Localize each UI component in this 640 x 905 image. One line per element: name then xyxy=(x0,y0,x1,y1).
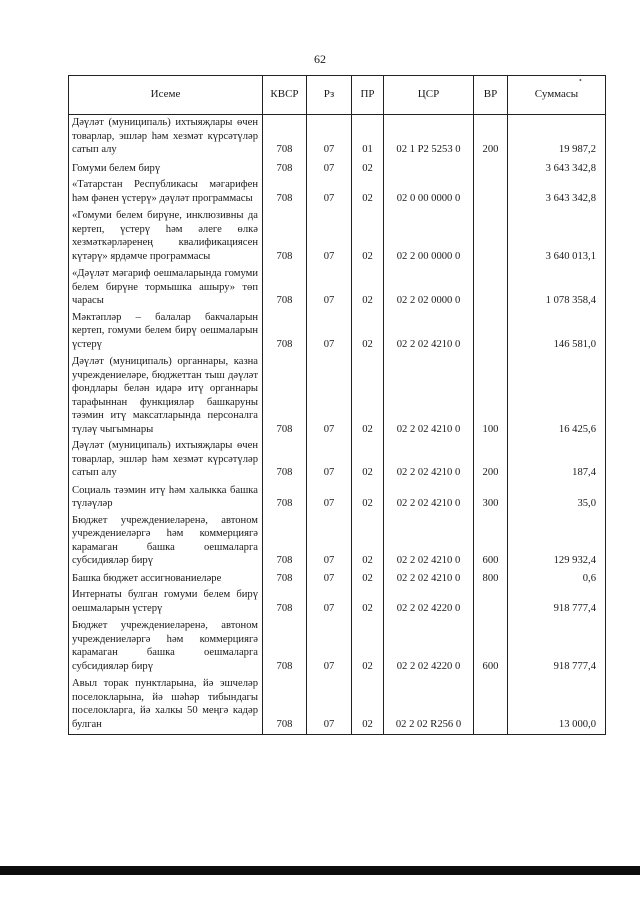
header-rz: Рз xyxy=(307,76,352,115)
table-row xyxy=(69,177,606,208)
cell-sum: 35,0 xyxy=(508,483,606,513)
cell-csr: 02 0 00 0000 0 xyxy=(384,177,474,208)
cell-sum: 1 078 358,4 xyxy=(508,266,606,310)
table-body xyxy=(69,115,606,735)
cell-rz: 07 xyxy=(307,177,352,208)
header-csr: ЦСР xyxy=(384,76,474,115)
cell-pr: 01 xyxy=(352,115,384,161)
cell-pr: 02 xyxy=(352,354,384,438)
cell-vr xyxy=(474,310,508,355)
cell-sum: 918 777,4 xyxy=(508,618,606,676)
header-kvsr: КВСР xyxy=(263,76,307,115)
budget-table xyxy=(68,75,606,735)
table-row xyxy=(69,618,606,676)
cell-pr: 02 xyxy=(352,177,384,208)
cell-vr: 600 xyxy=(474,513,508,571)
cell-vr xyxy=(474,177,508,208)
cell-sum: 19 987,2 xyxy=(508,115,606,161)
cell-sum: 0,6 xyxy=(508,571,606,588)
cell-sum: 16 425,6 xyxy=(508,354,606,438)
cell-kvsr: 708 xyxy=(263,310,307,355)
cell-csr xyxy=(384,161,474,178)
page-number: 62 xyxy=(314,52,326,66)
cell-pr: 02 xyxy=(352,310,384,355)
header-pr: ПР xyxy=(352,76,384,115)
cell-vr: 200 xyxy=(474,438,508,483)
table-row xyxy=(69,208,606,266)
table-row xyxy=(69,676,606,735)
cell-kvsr: 708 xyxy=(263,587,307,618)
cell-vr: 200 xyxy=(474,115,508,161)
cell-sum: 918 777,4 xyxy=(508,587,606,618)
header-sum: Суммасы xyxy=(508,76,606,115)
table-row xyxy=(69,310,606,355)
cell-pr: 02 xyxy=(352,266,384,310)
cell-name: Бюджет учреждениеләренә, автоном учреждениеләргә һәм коммерциягә карамаган башка оешмаларга субсидияләр бирү xyxy=(69,618,263,676)
cell-kvsr: 708 xyxy=(263,354,307,438)
cell-vr: 100 xyxy=(474,354,508,438)
table-row xyxy=(69,513,606,571)
cell-csr: 02 1 Р2 5253 0 xyxy=(384,115,474,161)
cell-csr: 02 2 02 R256 0 xyxy=(384,676,474,735)
cell-name: Дәүләт (муниципаль) ихтыяҗлары өчен товарлар, эшләр һәм хезмәт күрсәтүләр сатып алу xyxy=(69,438,263,483)
cell-csr: 02 2 02 4210 0 xyxy=(384,310,474,355)
cell-csr: 02 2 02 4210 0 xyxy=(384,354,474,438)
cell-rz: 07 xyxy=(307,161,352,178)
cell-vr xyxy=(474,676,508,735)
cell-sum: 146 581,0 xyxy=(508,310,606,355)
table-row xyxy=(69,161,606,178)
cell-name: Бюджет учреждениеләренә, автоном учреждениеләргә һәм коммерциягә карамаган башка оешмаларга субсидияләр бирү xyxy=(69,513,263,571)
cell-rz: 07 xyxy=(307,115,352,161)
cell-csr: 02 2 02 0000 0 xyxy=(384,266,474,310)
cell-vr xyxy=(474,208,508,266)
cell-pr: 02 xyxy=(352,676,384,735)
cell-sum: 129 932,4 xyxy=(508,513,606,571)
cell-rz: 07 xyxy=(307,266,352,310)
scan-mark: • xyxy=(579,76,582,85)
table-header-row xyxy=(69,76,606,115)
cell-rz: 07 xyxy=(307,513,352,571)
cell-rz: 07 xyxy=(307,354,352,438)
cell-kvsr: 708 xyxy=(263,438,307,483)
cell-rz: 07 xyxy=(307,571,352,588)
table-row xyxy=(69,266,606,310)
table-row xyxy=(69,354,606,438)
cell-kvsr: 708 xyxy=(263,571,307,588)
table-row xyxy=(69,587,606,618)
cell-vr xyxy=(474,266,508,310)
cell-kvsr: 708 xyxy=(263,161,307,178)
cell-sum: 3 643 342,8 xyxy=(508,161,606,178)
cell-csr: 02 2 00 0000 0 xyxy=(384,208,474,266)
cell-csr: 02 2 02 4220 0 xyxy=(384,618,474,676)
cell-name: «Гомуми белем бирүне, инклюзивны да кертеп, үстерү һәм әлеге өлкә хезмәткәрләренең квалификациясен күтәрү» ярдәмче программасы xyxy=(69,208,263,266)
cell-pr: 02 xyxy=(352,618,384,676)
scan-edge-bar xyxy=(0,866,640,875)
cell-kvsr: 708 xyxy=(263,115,307,161)
cell-name: Дәүләт (муниципаль) ихтыяҗлары өчен товарлар, эшләр һәм хезмәт күрсәтүләр сатып алу xyxy=(69,115,263,161)
cell-rz: 07 xyxy=(307,438,352,483)
cell-vr: 600 xyxy=(474,618,508,676)
cell-csr: 02 2 02 4210 0 xyxy=(384,571,474,588)
table-row xyxy=(69,115,606,161)
cell-kvsr: 708 xyxy=(263,513,307,571)
cell-rz: 07 xyxy=(307,618,352,676)
cell-sum: 13 000,0 xyxy=(508,676,606,735)
cell-kvsr: 708 xyxy=(263,618,307,676)
cell-kvsr: 708 xyxy=(263,177,307,208)
cell-pr: 02 xyxy=(352,571,384,588)
cell-csr: 02 2 02 4220 0 xyxy=(384,587,474,618)
cell-pr: 02 xyxy=(352,208,384,266)
cell-name: «Татарстан Республикасы мәгарифен һәм фәнен үстерү» дәүләт программасы xyxy=(69,177,263,208)
cell-name: Гомуми белем бирү xyxy=(69,161,263,178)
cell-kvsr: 708 xyxy=(263,208,307,266)
cell-name: Интернаты булган гомуми белем бирү оешмаларын үстерү xyxy=(69,587,263,618)
table-row xyxy=(69,571,606,588)
cell-rz: 07 xyxy=(307,310,352,355)
cell-csr: 02 2 02 4210 0 xyxy=(384,438,474,483)
cell-kvsr: 708 xyxy=(263,266,307,310)
cell-name: Мәктәпләр – балалар бакчаларын кертеп, гомуми белем бирү оешмаларын үстерү xyxy=(69,310,263,355)
cell-vr: 800 xyxy=(474,571,508,588)
cell-sum: 3 640 013,1 xyxy=(508,208,606,266)
cell-name: Дәүләт (муниципаль) органнары, казна учреждениеләре, бюджеттан тыш дәүләт фондлары белән идарә итү органнары тарафыннан функцияләр башкаруны тәэмин итү максатларында персоналга түләү чыгымнары xyxy=(69,354,263,438)
cell-sum: 187,4 xyxy=(508,438,606,483)
cell-pr: 02 xyxy=(352,587,384,618)
cell-pr: 02 xyxy=(352,438,384,483)
cell-vr xyxy=(474,587,508,618)
cell-pr: 02 xyxy=(352,161,384,178)
cell-sum: 3 643 342,8 xyxy=(508,177,606,208)
cell-name: Башка бюджет ассигнованиеләре xyxy=(69,571,263,588)
header-vr: ВР xyxy=(474,76,508,115)
cell-name: Социаль тәэмин итү һәм халыкка башка түләүләр xyxy=(69,483,263,513)
cell-rz: 07 xyxy=(307,208,352,266)
cell-name: Авыл торак пунктларына, йә эшчеләр поселокларына, йә шәһәр тибындагы поселокларга, йә халкы 50 меңгә кадәр булган xyxy=(69,676,263,735)
cell-kvsr: 708 xyxy=(263,676,307,735)
cell-name: «Дәүләт мәгариф оешмаларында гомуми белем бирүне тормышка ашыру» төп чарасы xyxy=(69,266,263,310)
cell-kvsr: 708 xyxy=(263,483,307,513)
cell-csr: 02 2 02 4210 0 xyxy=(384,483,474,513)
table-row xyxy=(69,438,606,483)
cell-rz: 07 xyxy=(307,587,352,618)
table-row xyxy=(69,483,606,513)
cell-vr: 300 xyxy=(474,483,508,513)
cell-vr xyxy=(474,161,508,178)
cell-rz: 07 xyxy=(307,676,352,735)
cell-pr: 02 xyxy=(352,513,384,571)
header-name: Исеме xyxy=(69,76,263,115)
cell-rz: 07 xyxy=(307,483,352,513)
cell-pr: 02 xyxy=(352,483,384,513)
cell-csr: 02 2 02 4210 0 xyxy=(384,513,474,571)
